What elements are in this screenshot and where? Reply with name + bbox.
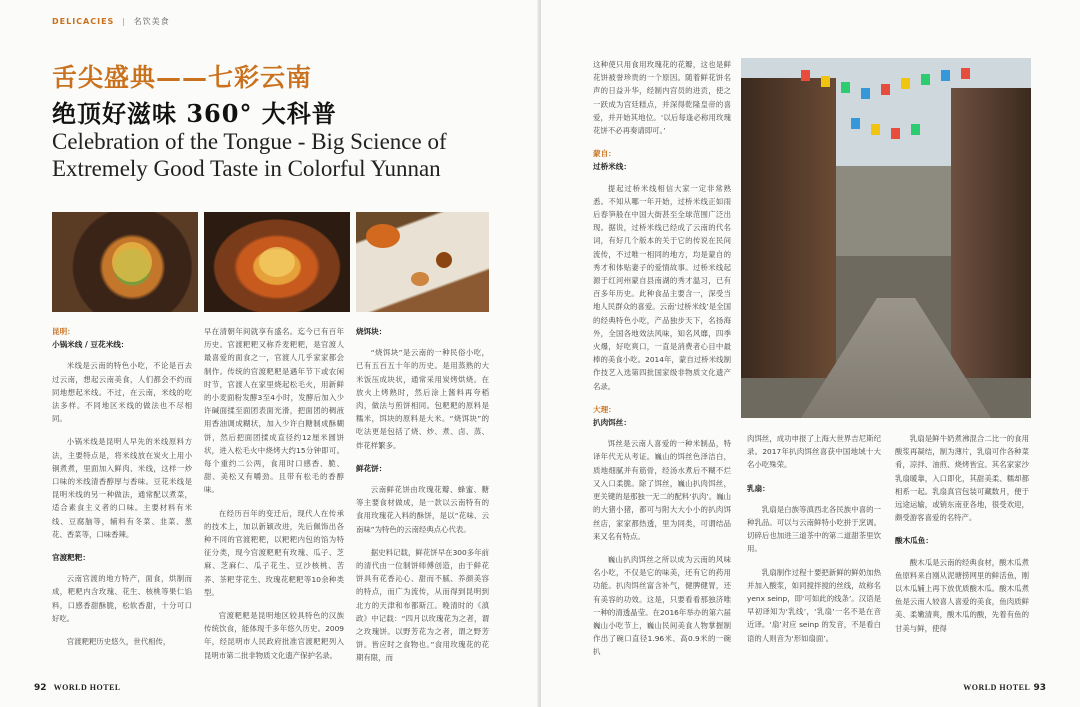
paragraph: 在经历百年的变迁后，现代人在传承的技术上，加以新颖改进，先后佩饰出各种不同的官渡粑粑，以粑粑内包的馅为特征分类，现今官渡粑粑有玫瑰、瓜子、芝麻、芝麻仁、瓜子花生、豆沙核桃、苦荞、茶粑芽花生、玫瑰花粑粑等10余种类型。 bbox=[204, 508, 344, 597]
heading-kunming: 昆明： bbox=[52, 327, 75, 336]
right-column-1 bbox=[593, 58, 731, 669]
dish-name-guandu-cake: 官渡粑粑： bbox=[52, 553, 90, 563]
paragraph: 这种使只用食用玫瑰花的花瓣，这也是鲜花饼被誉珍贵的一个原因。随着鲜花饼名声的日益升华，经制内宫员的进贡，使之一跃成为宫廷糕点，并深得乾隆皇帝的喜爱，并开始其地位。‘以后每逢必称用玫瑰花饼不必再奏请即可。’ bbox=[593, 60, 731, 136]
paragraph: 米线是云南的特色小吃，不论是百去过云南，想起云南美食，人们都会不约而同地想起米线。不过，在云南，米线的吃法多样。不同地区米线的做法也不尽相同。 bbox=[52, 361, 192, 424]
left-column-3 bbox=[356, 325, 489, 675]
heading-dali: 大理： bbox=[593, 404, 616, 414]
dish-name-pork-erkuai: 扒肉饵丝： bbox=[593, 418, 631, 428]
photo-snack-platter bbox=[356, 212, 489, 312]
page-number-left: 92 bbox=[34, 683, 47, 693]
paragraph: 早在清朝年间就享有盛名。迄今已有百年历史。官渡粑粑又称乔麦粑粑，是官渡人最喜爱的面食之一，官渡人几乎家家都会制作。传统的官渡粑粑是遇年节下或农闲时节，官渡人在家里烧起松毛火，用新鲜的小麦面粉发酵3至4小时，发酵后加入少许碱面揉至面团表面光滑，把面团的稠液用香油调成糊状，加入少许白糖制成酥糊饼，然后把面团揉成直径约12厘米圆饼状，进入松毛火中烧烤大约15分钟即可。每个重约二公两，食用时口感香、脆、甜、美松又有嚼劲。且带有松毛的香醇味。 bbox=[204, 327, 344, 495]
dish-name-erkuai: 烧饵块： bbox=[356, 327, 387, 336]
section-tag bbox=[52, 16, 170, 27]
paragraph: 官渡粑粑是昆明地区较具特色的汉族传统饮食，能体现千多年悠久历史。2009年，经昆明市人民政府批准官渡粑粑列入昆明市第二批非物质文化遗产保护名录。 bbox=[204, 611, 344, 660]
left-column-1 bbox=[52, 325, 192, 658]
left-column-2 bbox=[204, 325, 344, 672]
brand-right: WORLD HOTEL bbox=[963, 683, 1031, 692]
photo-old-town-street bbox=[741, 58, 1031, 418]
paragraph: 官渡粑粑历史悠久，世代相传， bbox=[66, 637, 171, 647]
paragraph: “烧饵块”是云南的一种民俗小吃，已有五百五十年的历史。是用蒸熟的大米饭压成块状，通常采用炭烤烘烧。在放火上烤熟时，然后涂上酱料再夸稻肉，做法与煎饼相同。包粑粑的原料是糯米，饵块的原料是大米。“烧饵块”的吃法更是包括了烧、炒、煮、卤、蒸、炸花样繁多。 bbox=[356, 348, 489, 450]
street-building-left bbox=[741, 78, 836, 378]
right-page bbox=[541, 0, 1080, 707]
dish-name-papaya-fish: 酸木瓜鱼： bbox=[895, 536, 933, 546]
folio-right bbox=[959, 683, 1046, 693]
title-chinese-sub: 绝顶好滋味 360° 大科普 bbox=[52, 99, 337, 128]
photo-official-pancake bbox=[204, 212, 350, 312]
paragraph: 云南官渡的地方特产，面食，烘制而成，粑粑内含玫瑰、花生、核桃等果仁馅料，口感香甜酥脆，松软香甜，十分可口好吃。 bbox=[52, 574, 192, 623]
paragraph: 云南鲜花饼由玫瑰花瓣、蜂蜜、糖等主要食材做成，是一款以云南特有的食用玫瑰花入料的酥饼，是以“花味、云南味”为特色的云南经典点心代表。 bbox=[356, 485, 489, 534]
heading-mengzi: 蒙自： bbox=[593, 149, 616, 159]
dish-name-rice-noodles: 小锅米线 / 豆花米线： bbox=[52, 340, 129, 350]
street-building-right bbox=[951, 88, 1031, 378]
page-number-right: 93 bbox=[1033, 683, 1046, 693]
right-column-2 bbox=[747, 432, 881, 655]
paragraph: 据史料记载，鲜花饼早在300多年前的清代由一位制饼师傅创造，由于鲜花饼具有花香沁心、甜而不腻、养颜美容的特点，而广为流传，从而得到昆明到北方的天津和布都斯江。晚清时的《滇政》中记载：“四月以玫瑰花为之者，谓之玫瑰饼。以野芳花为之者，谓之野芳饼。皆应时之食物也。”食用玫瑰花的花期有限，而 bbox=[356, 547, 489, 663]
paragraph: 酸木瓜是云南的经典食材，酸木瓜煮鱼原料来自刚从泥塘捞网里的鲜活鱼，刚以木瓜辅上再下放优质酸木瓜。酸木瓜煮鱼是云南人较喜人喜爱的美食，鱼肉质鲜美、柔嫩清爽，酸木瓜的酸，先着有鱼的甘美与鲜，使得 bbox=[895, 557, 1029, 633]
subsection-label: 名饮美食 bbox=[133, 17, 170, 26]
paragraph: 提起过桥米线相信大家一定非常熟悉。不知从哪一年开始，过桥米线正如雨后春笋般在中国大街甚至全球范围广泛出现。据说，过桥米线已经成了云南的代名词，有好几个版本的关于它的传说在民间流传，不过唯一相同的地方，均是蒙自的秀才和体贴妻子的爱情故事。过桥米线起源于红河州蒙自县南湖的秀才温习，已有百多年历史。此种食品主要含一，深受当地人民群众的喜爱。云南‘过桥米线’是全国的经典特色小吃，产品独步天下，名扬海外，全国各地效法风味，知名风靡，四季火爆，好吃爽口，一直是消费者心目中最棒的美食小吃。2014年，蒙自过桥米线制作技艺入选第四批国家级非物质文化遗产名录。 bbox=[593, 183, 731, 391]
paragraph: 乳扇是鲜牛奶煮沸混合二比一的食用酸浆再凝结，制为薄片，乳扇可作各种菜肴，凉拌、油煎、烧烤皆宜。其名家家沙乳扇暖靠，入口即化，其甜美柔、糯却都相系一起。乳扇真宫包装可藏数月，便于远途运输，或销东南亚各地，很受欢迎，颇受游客喜爱的名特产。 bbox=[895, 434, 1029, 523]
paragraph: 小锅米线是昆明人早先的米线原料方法，主要特点是，将米线放在炭火上用小铜煮煮，里面加入鲜肉、米线，这样一炒口味的米线清香醇厚与香味。豆花米线是昆明米线的另一种做法，通常配以煮菜，适合素食主义者的口味。主要材料有米线、豆腐脑等，辅料有冬菜、韭菜、葱花、香菜等，口味香辣。 bbox=[52, 437, 192, 539]
dish-name-milk-fan: 乳扇： bbox=[747, 483, 770, 493]
paragraph: 巍山扒肉饵丝之所以成为云南的风味名小吃，不仅是它的味美，还有它的药用功能。扒肉饵丝富含补气，健脾健胃，还有美容的功效。这是，只要看看那独济唯一种的清透晶莹。在2016年举办的第六届巍山小吃节上，巍山民间美食人物掌握制作出了碗口直径1.96米、高0.9米的一碗扒 bbox=[593, 554, 731, 657]
section-label: DELICACIES bbox=[52, 17, 115, 26]
title-chinese-main: 舌尖盛典——七彩云南 bbox=[52, 63, 313, 92]
brand-left: WORLD HOTEL bbox=[53, 683, 121, 692]
dish-name-flower-cake: 鲜花饼： bbox=[356, 463, 387, 473]
section-separator: | bbox=[122, 17, 126, 26]
paragraph: 乳扇制作过程十要把新鲜的鲜奶加热并加入酸浆，如同搅拌搅的丝线，故称名 yenx seinp，即‘可如此的线条’。汉语是早初译知为‘乳线’，‘乳扇’一名不是在音近译。‘扇’对应 seinp 的发音，不是看白语的人则音为‘形如扇面’。 bbox=[747, 567, 881, 643]
right-column-3 bbox=[895, 432, 1029, 645]
photo-rice-noodle-bowl bbox=[52, 212, 198, 312]
paragraph: 乳扇是白族等滇西北各民族中喜的一种乳品。可以与云南鲜特小吃拼于烹调。切碎后也加进三道茶中的第二道甜茶里饮用。 bbox=[747, 504, 881, 554]
folio-left bbox=[34, 683, 121, 693]
title-english: Celebration of the Tongue - Big Science of Extremely Good Taste in Colorful Yunnan bbox=[52, 129, 447, 181]
left-page bbox=[0, 0, 539, 707]
dish-name-crossing-bridge: 过桥米线： bbox=[593, 162, 631, 172]
paragraph: 饵丝是云南人喜爱的一种米制品，特译年代无从考证。巍山的饵丝色泽洁白，质地细腻并有筋骨，经汤水煮后不糊不烂又入口柔脆。除了饵丝，巍山扒肉饵丝，更关键的是那独一无二的配料‘扒肉’。巍山的大猪小猪，都可与附大大小小的扒肉饵丝店，家家都热透，里为同类，可谓结品来又名有特点。 bbox=[593, 439, 731, 541]
paragraph: 肉饵丝，成功申报了上海大世界吉尼斯纪录。2017年扒肉饵丝喜获中国地域十大名小吃殊荣。 bbox=[747, 434, 881, 470]
